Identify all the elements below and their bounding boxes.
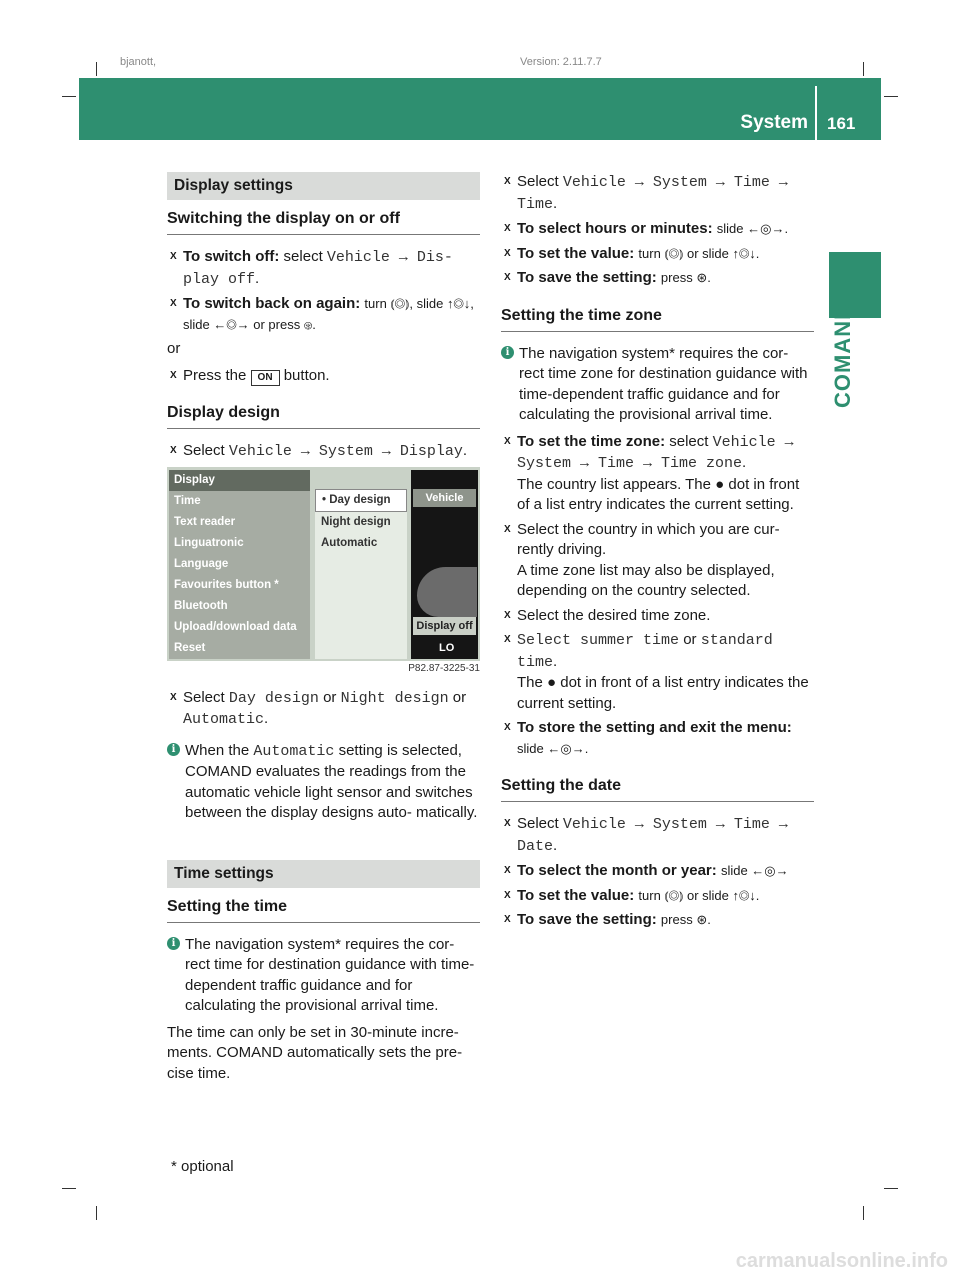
info-text: When the [185,741,250,759]
step-text: turn ⦅◎⦆, slide ↑◎↓, slide ←◎→ or press ⊛. [183,296,474,332]
step-text: turn ⦅◎⦆ or slide ↑◎↓. [638,887,760,903]
screen-submenu [315,489,407,659]
step-text: Select [517,815,559,832]
step-text: Select [183,688,225,706]
heading-display-design: Display design [167,404,480,429]
page-title: System [740,112,808,133]
step-text: Press the [183,366,247,384]
info-note-time-zone [501,344,814,426]
display-screenshot [167,467,480,661]
car-image [417,567,477,617]
screen-menu [169,470,310,659]
option-automatic: Automatic [253,742,335,760]
right-column [501,172,814,935]
step-text: button. [283,366,330,384]
screen-submenu-item: • Day design [315,489,407,512]
screen-menu-item: Bluetooth [174,599,228,612]
page-number: 161 [827,114,856,133]
step-set-date-value [501,886,814,907]
step-save-date [501,910,814,931]
step-text: slide ←◎→ [720,863,789,878]
crop-mark [96,62,97,76]
step-label: To set the value: [517,244,635,262]
info-icon: i [167,743,180,756]
step-set-time-zone: X To set the time zone: select Vehicle → System → Time → Time zone. The country list appears. The ● dot in front of a list entry indicates the current setting. [501,432,814,516]
crop-mark [884,96,898,97]
info-text: The navigation system* requires the cor- rect time for destination guidance with time-dependent traffic guidance and for calculating the provisional arrival time. [185,935,475,1014]
step-select-hours [501,219,814,240]
step-press-on [167,366,480,387]
info-text: setting is selected, COMAND evaluates the readings from the automatic vehicle light sensor and switches between the display designs auto- matically. [185,741,478,821]
info-icon: i [501,346,514,359]
step-text: slide ←◎→. [716,221,789,236]
faint-header-left: bjanott, [120,56,157,68]
info-text: The navigation system* requires the cor- rect time zone for destination guidance with time-dependent traffic guidance and for calculating the provisional arrival time. [519,344,808,423]
step-text: Select the desired time zone. [517,606,711,624]
heading-setting-time: Setting the time [167,898,480,923]
screen-vehicle-label: Vehicle [413,489,476,507]
option-automatic: Automatic [183,711,265,728]
or-text: or [167,340,181,357]
info-note-automatic [167,741,480,824]
step-text: select [669,432,709,450]
step-label: To set the value: [517,886,635,904]
step-result: The country list appears. The ● dot in front of a list entry indicates the current setting. [517,475,800,513]
step-store-exit [501,718,814,759]
step-label: To save the setting: [517,911,657,928]
on-key-icon: ON [251,370,280,386]
menu-path: Vehicle → Dis- play off [183,249,453,288]
header-separator [815,86,817,140]
step-result: The ● dot in front of a list entry indicates the current setting. [517,674,809,712]
step-set-value [501,244,814,265]
step-label: To select the month or year: [517,862,717,879]
step-text: or [323,688,337,706]
faint-header-right: Version: 2.11.7.7 [520,56,602,68]
screen-menu-item: Reset [174,641,206,654]
step-text: select [283,248,323,265]
step-label: To set the time zone: [517,432,666,450]
crop-mark [62,1188,76,1189]
step-label: To select hours or minutes: [517,220,713,237]
step-text: turn ⦅◎⦆ or slide ↑◎↓. [638,245,760,261]
heading-setting-date: Setting the date [501,777,814,802]
screen-menu-item: Time [174,494,201,507]
step-select-design: X Select Day design or Night design or Automatic. [167,688,480,731]
step-select-display: X Select Vehicle → System → Display. [167,441,480,463]
screen-menu-item: Favourites button * [174,578,279,591]
screen-submenu-item: Automatic [321,536,378,549]
watermark: carmanualsonline.info [735,1250,948,1272]
crop-mark [62,96,76,97]
step-label: To switch off: [183,248,280,265]
side-tab-label: COMAND [830,303,855,408]
menu-path: Vehicle → System → Time → Time [517,174,788,213]
option-standard-time: standard time [517,632,773,671]
info-icon: i [167,937,180,950]
section-bar-time-settings: Time settings [167,860,480,888]
crop-mark [863,62,864,76]
crop-mark [884,1188,898,1189]
section-bar-display-settings: Display settings [167,172,480,200]
crop-mark [96,1206,97,1220]
step-select-month [501,861,814,882]
step-text: or [452,688,467,706]
paragraph-time-increments: The time can only be set in 30-minute incre- ments. COMAND automatically sets the pre- cise time. [167,1023,463,1082]
step-select-date: X Select Vehicle → System → Time → Date. [501,814,814,857]
step-label: To store the setting and exit the menu: [517,719,792,736]
step-text: press ⊛. [660,912,711,927]
step-label: To save the setting: [517,269,657,286]
step-select-country [501,520,814,602]
step-text: or [683,631,697,648]
step-text: press ⊛. [660,270,711,285]
step-select-zone [501,606,814,627]
screen-menu-item: Language [174,557,229,570]
step-result: A time zone list may also be displayed, depending on the country selected. [517,561,775,599]
option-day-design: Day design [228,689,319,707]
step-text: slide ←◎→. [517,740,589,756]
step-text: Select [183,442,225,459]
step-text: Select the country in which you are cur- rently driving. [517,520,780,558]
image-caption: P82.87-3225-31 [408,662,480,674]
screen-menu-item: Linguatronic [174,536,244,549]
step-select-time: X Select Vehicle → System → Time → Time. [501,172,814,215]
menu-path: Vehicle → System → Time → Date [517,816,788,855]
heading-time-zone: Setting the time zone [501,307,814,332]
step-switch-on [167,294,480,335]
step-text: Select [517,173,559,190]
screen-menu-item: Display [169,470,310,491]
step-label: To switch back on again: [183,295,361,312]
left-column [167,172,480,1090]
screen-submenu-item: Night design [321,515,391,528]
crop-mark [863,1206,864,1220]
step-select-summer-time: X Select summer time or standard time. The ● dot in front of a list entry indicates the current setting. [501,630,814,714]
step-switch-off: X To switch off: select Vehicle → Dis- play off. [167,247,480,290]
screen-menu-item: Upload/download data [174,620,297,633]
screen-lo-label: LO [439,641,455,654]
info-note-time [167,935,480,1017]
step-save-setting [501,268,814,289]
heading-switching-display: Switching the display on or off [167,210,480,235]
screen-menu-item: Text reader [174,515,236,528]
menu-path: Vehicle → System → Time → Time zone [517,433,794,472]
option-summer-time: Select summer time [517,632,680,649]
option-night-design: Night design [340,689,449,707]
screen-display-off-label: Display off [413,617,476,635]
footnote: * optional [171,1158,234,1175]
menu-path: Vehicle → System → Display [228,443,463,460]
